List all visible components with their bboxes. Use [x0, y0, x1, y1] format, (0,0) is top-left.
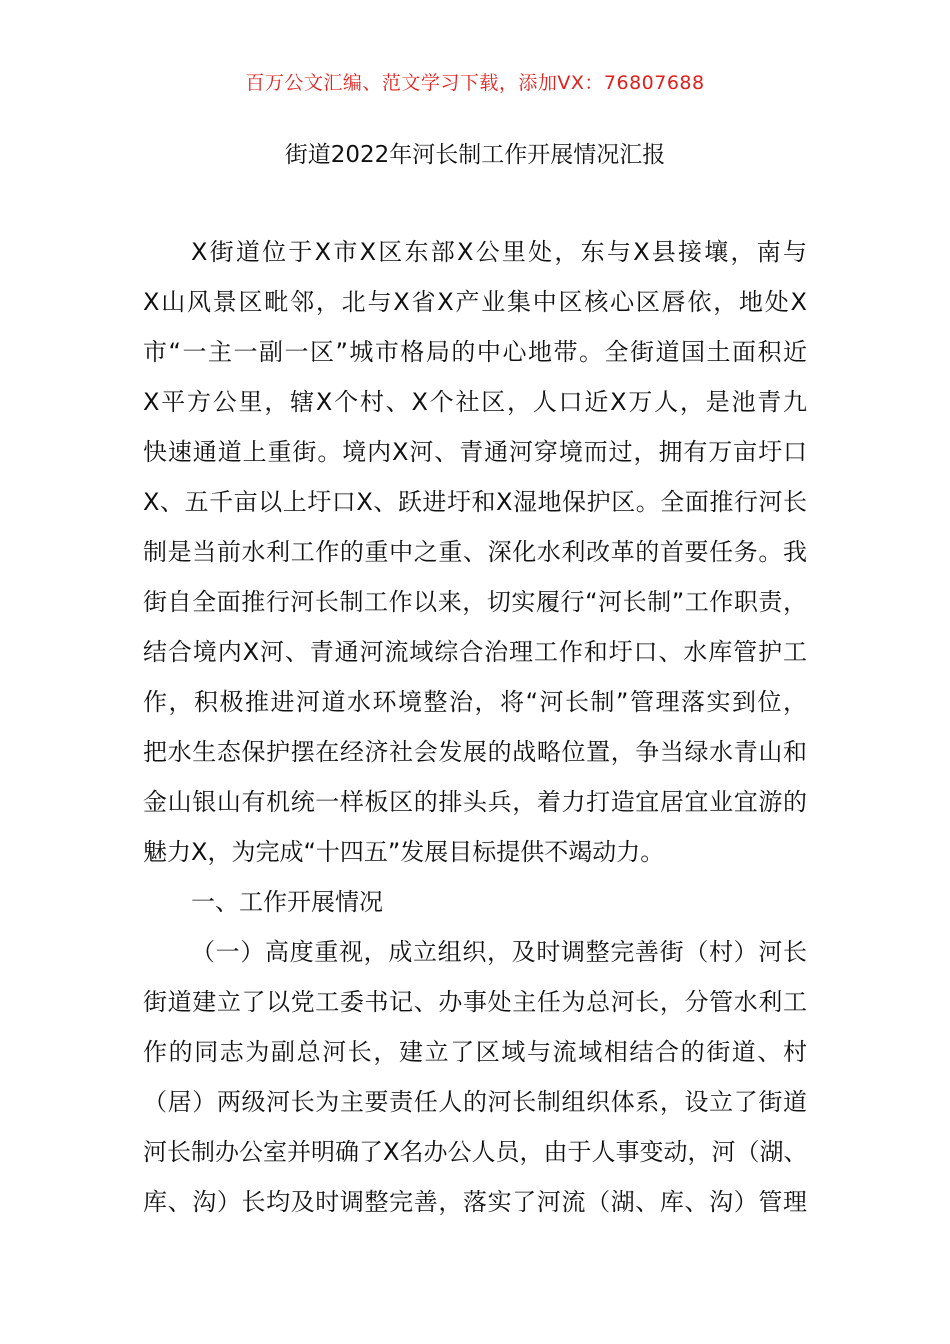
text-line-content: X山风景区毗邻，北与X省X产业集中区核心区唇依，地处X [143, 288, 807, 316]
text-line [143, 1180, 807, 1230]
text-line-content: （一）高度重视，成立组织，及时调整完善街（村）河长 [191, 938, 807, 966]
text-line [143, 880, 807, 930]
text-line-content: 一、工作开展情况 [191, 888, 383, 916]
text-line-content: （居）两级河长为主要责任人的河长制组织体系，设立了街道 [143, 1088, 807, 1116]
text-line [143, 330, 807, 380]
text-line [143, 280, 807, 330]
text-line-content: 作，积极推进河道水环境整治，将“河长制”管理落实到位， [143, 688, 807, 716]
text-line-content: 街道建立了以党工委书记、办事处主任为总河长，分管水利工 [143, 988, 807, 1016]
text-line-content: 制是当前水利工作的重中之重、深化水利改革的首要任务。我 [143, 538, 807, 566]
text-line [143, 730, 807, 780]
text-line [143, 1130, 807, 1180]
text-line [143, 630, 807, 680]
document-body [143, 230, 807, 1230]
text-line [143, 480, 807, 530]
text-line-content: 库、沟）长均及时调整完善，落实了河流（湖、库、沟）管理 [143, 1188, 807, 1216]
watermark-text: 百万公文汇编、范文学习下载，添加VX：76807688 [245, 72, 705, 94]
text-line [143, 380, 807, 430]
text-line [143, 680, 807, 730]
text-line-content: 河长制办公室并明确了X名办公人员，由于人事变动，河（湖、 [143, 1138, 808, 1166]
text-line [143, 1030, 807, 1080]
text-line [143, 580, 807, 630]
text-line [143, 430, 807, 480]
text-line-content: 魅力X，为完成“十四五”发展目标提供不竭动力。 [143, 838, 665, 866]
text-line-content: 快速通道上重街。境内X河、青通河穿境而过，拥有万亩圩口 [143, 438, 807, 466]
text-line-content: 金山银山有机统一样板区的排头兵，着力打造宜居宜业宜游的 [143, 788, 807, 816]
text-line [143, 930, 807, 980]
text-line [143, 230, 807, 280]
text-line [143, 830, 807, 880]
text-line-content: 市“一主一副一区”城市格局的中心地带。全街道国土面积近 [143, 338, 807, 366]
document-title: 街道2022年河长制工作开展情况汇报 [284, 142, 666, 168]
text-line-content: 把水生态保护摆在经济社会发展的战略位置，争当绿水青山和 [143, 738, 807, 766]
text-line [143, 530, 807, 580]
text-line [143, 780, 807, 830]
text-line [143, 1080, 807, 1130]
text-line-content: X平方公里，辖X个村、X个社区，人口近X万人，是池青九 [143, 388, 807, 416]
text-line-content: 街自全面推行河长制工作以来，切实履行“河长制”工作职责， [143, 588, 807, 616]
text-line-content: X街道位于X市X区东部X公里处，东与X县接壤，南与 [191, 238, 807, 266]
text-line-content: X、五千亩以上圩口X、跃进圩和X湿地保护区。全面推行河长 [143, 488, 807, 516]
text-line-content: 结合境内X河、青通河流域综合治理工作和圩口、水库管护工 [143, 638, 807, 666]
text-line-content: 作的同志为副总河长，建立了区域与流域相结合的街道、村 [143, 1038, 807, 1066]
text-line [143, 980, 807, 1030]
